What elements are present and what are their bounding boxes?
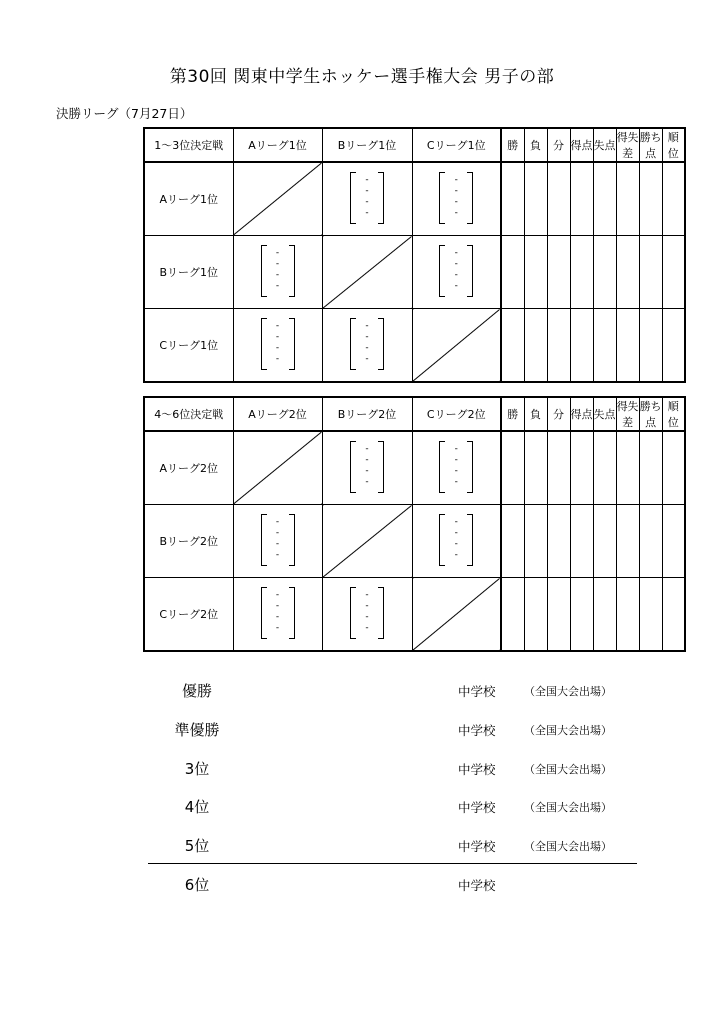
score-dash: -	[275, 611, 280, 622]
score-dash: -	[275, 269, 280, 280]
standing-row	[0, 835, 724, 855]
stat-header: 分	[547, 128, 570, 162]
stat-cell	[547, 505, 570, 578]
score-bracket	[439, 172, 473, 224]
stat-header: 得点	[570, 397, 593, 431]
stat-cell	[616, 431, 639, 505]
score-dash: -	[275, 600, 280, 611]
match-score-cell	[412, 236, 501, 309]
score-dash: -	[454, 465, 458, 476]
stat-cell	[662, 505, 685, 578]
score-dash: -	[454, 207, 458, 218]
stat-header: 勝	[501, 128, 524, 162]
stat-cell	[570, 578, 593, 652]
stat-cell	[639, 578, 662, 652]
stat-cell	[616, 236, 639, 309]
match-score-cell	[233, 578, 322, 652]
stat-cell	[570, 505, 593, 578]
league-table-1	[143, 127, 686, 383]
stat-cell	[639, 505, 662, 578]
stat-header: 負	[524, 397, 547, 431]
stat-cell	[639, 236, 662, 309]
score-dash: -	[275, 549, 280, 560]
stat-header: 失点	[593, 128, 616, 162]
score-dash: -	[454, 443, 458, 454]
score-dash: -	[275, 538, 280, 549]
score-bracket	[261, 587, 295, 639]
stat-cell	[662, 162, 685, 236]
match-score-cell	[322, 162, 412, 236]
score-dash: -	[275, 247, 280, 258]
standings-divider	[148, 863, 637, 864]
score-dash: -	[454, 258, 458, 269]
standing-note: （全国大会出場）	[524, 685, 612, 698]
standing-row	[0, 874, 724, 894]
stat-cell	[639, 309, 662, 383]
stat-cell	[570, 236, 593, 309]
score-dash: -	[454, 174, 458, 185]
match-score-cell	[322, 578, 412, 652]
stat-header: 勝ち点	[639, 397, 662, 431]
row-team-label: Cリーグ1位	[144, 309, 233, 383]
score-dash: -	[275, 258, 280, 269]
score-dash: -	[365, 465, 369, 476]
column-team-header: Aリーグ1位	[233, 128, 322, 162]
stat-cell	[593, 236, 616, 309]
score-dash: -	[454, 196, 458, 207]
score-bracket	[439, 514, 473, 566]
self-match-cell	[322, 505, 412, 578]
stat-cell	[639, 162, 662, 236]
stat-header: 得失差	[616, 128, 639, 162]
match-score-cell	[233, 505, 322, 578]
score-dash: -	[365, 320, 369, 331]
stat-cell	[547, 236, 570, 309]
standing-rank: 準優勝	[174, 721, 220, 739]
score-dash: -	[454, 516, 458, 527]
page-title: 第30回 関東中学生ホッケー選手権大会 男子の部	[169, 67, 555, 87]
score-dash: -	[365, 353, 369, 364]
row-team-label: Bリーグ2位	[144, 505, 233, 578]
match-score-cell	[233, 309, 322, 383]
score-dash: -	[365, 443, 369, 454]
score-dash: -	[365, 454, 369, 465]
stat-header: 得点	[570, 128, 593, 162]
score-bracket	[261, 318, 295, 370]
stat-cell	[524, 236, 547, 309]
standing-rank: 5位	[184, 837, 210, 855]
stat-cell	[501, 162, 524, 236]
stat-cell	[524, 578, 547, 652]
stat-cell	[616, 505, 639, 578]
match-score-cell	[412, 431, 501, 505]
stat-cell	[501, 578, 524, 652]
stat-cell	[616, 162, 639, 236]
score-dash: -	[275, 527, 280, 538]
match-score-cell	[412, 505, 501, 578]
standing-school: 中学校	[458, 878, 496, 893]
stat-cell	[570, 309, 593, 383]
stat-cell	[501, 309, 524, 383]
stat-header: 分	[547, 397, 570, 431]
stat-header: 順位	[662, 128, 685, 162]
stat-cell	[639, 431, 662, 505]
table-row	[144, 309, 685, 383]
table-row	[144, 162, 685, 236]
stat-header: 勝	[501, 397, 524, 431]
standing-note: （全国大会出場）	[524, 763, 612, 776]
standing-row	[0, 758, 724, 778]
table-row	[144, 431, 685, 505]
score-bracket	[261, 245, 295, 297]
standing-row	[0, 796, 724, 816]
score-dash: -	[454, 454, 458, 465]
self-match-cell	[322, 236, 412, 309]
stat-cell	[662, 236, 685, 309]
score-dash: -	[365, 196, 369, 207]
score-dash: -	[365, 600, 369, 611]
self-match-cell	[412, 578, 501, 652]
section-subtitle: 決勝リーグ（7月27日）	[56, 106, 193, 121]
score-dash: -	[275, 589, 280, 600]
stat-cell	[593, 309, 616, 383]
stat-cell	[524, 505, 547, 578]
self-match-cell	[233, 431, 322, 505]
row-team-label: Aリーグ2位	[144, 431, 233, 505]
score-bracket	[439, 441, 473, 493]
score-dash: -	[365, 342, 369, 353]
standing-note: （全国大会出場）	[524, 840, 612, 853]
stat-cell	[570, 162, 593, 236]
match-score-cell	[412, 162, 501, 236]
standing-school: 中学校	[458, 723, 496, 738]
stat-cell	[662, 431, 685, 505]
column-team-header: Bリーグ2位	[322, 397, 412, 431]
score-dash: -	[275, 353, 280, 364]
stat-cell	[524, 431, 547, 505]
stat-cell	[547, 578, 570, 652]
row-team-label: Bリーグ1位	[144, 236, 233, 309]
stat-cell	[662, 309, 685, 383]
stat-header: 失点	[593, 397, 616, 431]
score-bracket	[350, 441, 384, 493]
stat-cell	[570, 431, 593, 505]
standing-rank: 6位	[184, 876, 210, 894]
self-match-cell	[412, 309, 501, 383]
stat-cell	[501, 236, 524, 309]
stat-cell	[593, 578, 616, 652]
standing-school: 中学校	[458, 762, 496, 777]
column-team-header: Cリーグ1位	[412, 128, 501, 162]
table-row	[144, 578, 685, 652]
score-dash: -	[454, 476, 458, 487]
score-dash: -	[454, 527, 458, 538]
score-bracket	[350, 587, 384, 639]
score-dash: -	[454, 280, 458, 291]
score-bracket	[350, 172, 384, 224]
stat-cell	[616, 578, 639, 652]
stat-header: 勝ち点	[639, 128, 662, 162]
score-dash: -	[365, 622, 369, 633]
stat-header: 負	[524, 128, 547, 162]
standing-school: 中学校	[458, 839, 496, 854]
standing-row	[0, 680, 724, 700]
row-team-label: Cリーグ2位	[144, 578, 233, 652]
score-dash: -	[275, 516, 280, 527]
score-dash: -	[454, 247, 458, 258]
standing-school: 中学校	[458, 684, 496, 699]
score-dash: -	[275, 331, 280, 342]
column-team-header: Cリーグ2位	[412, 397, 501, 431]
standing-rank: 4位	[184, 798, 210, 816]
standing-rank: 3位	[184, 760, 210, 778]
score-dash: -	[275, 280, 280, 291]
stat-header: 得失差	[616, 397, 639, 431]
stat-cell	[524, 309, 547, 383]
column-team-header: Bリーグ1位	[322, 128, 412, 162]
corner-label: 4～6位決定戦	[144, 397, 233, 431]
table-row	[144, 236, 685, 309]
score-dash: -	[275, 622, 280, 633]
standing-note: （全国大会出場）	[524, 801, 612, 814]
score-bracket	[439, 245, 473, 297]
stat-cell	[547, 162, 570, 236]
stat-cell	[547, 309, 570, 383]
stat-header: 順位	[662, 397, 685, 431]
standing-school: 中学校	[458, 800, 496, 815]
score-dash: -	[454, 549, 458, 560]
match-score-cell	[322, 309, 412, 383]
score-dash: -	[365, 331, 369, 342]
row-team-label: Aリーグ1位	[144, 162, 233, 236]
standing-row	[0, 719, 724, 739]
score-dash: -	[454, 185, 458, 196]
score-bracket	[350, 318, 384, 370]
league-table-2	[143, 396, 686, 652]
match-score-cell	[322, 431, 412, 505]
score-bracket	[261, 514, 295, 566]
score-dash: -	[365, 476, 369, 487]
stat-cell	[524, 162, 547, 236]
score-dash: -	[365, 174, 369, 185]
standing-note: （全国大会出場）	[524, 724, 612, 737]
stat-cell	[593, 431, 616, 505]
score-dash: -	[454, 538, 458, 549]
column-team-header: Aリーグ2位	[233, 397, 322, 431]
score-dash: -	[365, 589, 369, 600]
corner-label: 1～3位決定戦	[144, 128, 233, 162]
table-row	[144, 505, 685, 578]
score-dash: -	[365, 207, 369, 218]
score-dash: -	[275, 342, 280, 353]
self-match-cell	[233, 162, 322, 236]
stat-cell	[662, 578, 685, 652]
stat-cell	[593, 162, 616, 236]
stat-cell	[593, 505, 616, 578]
standing-rank: 優勝	[181, 682, 212, 700]
score-dash: -	[365, 185, 369, 196]
stat-cell	[616, 309, 639, 383]
stat-cell	[501, 431, 524, 505]
score-dash: -	[275, 320, 280, 331]
stat-cell	[547, 431, 570, 505]
stat-cell	[501, 505, 524, 578]
score-dash: -	[454, 269, 458, 280]
match-score-cell	[233, 236, 322, 309]
score-dash: -	[365, 611, 369, 622]
